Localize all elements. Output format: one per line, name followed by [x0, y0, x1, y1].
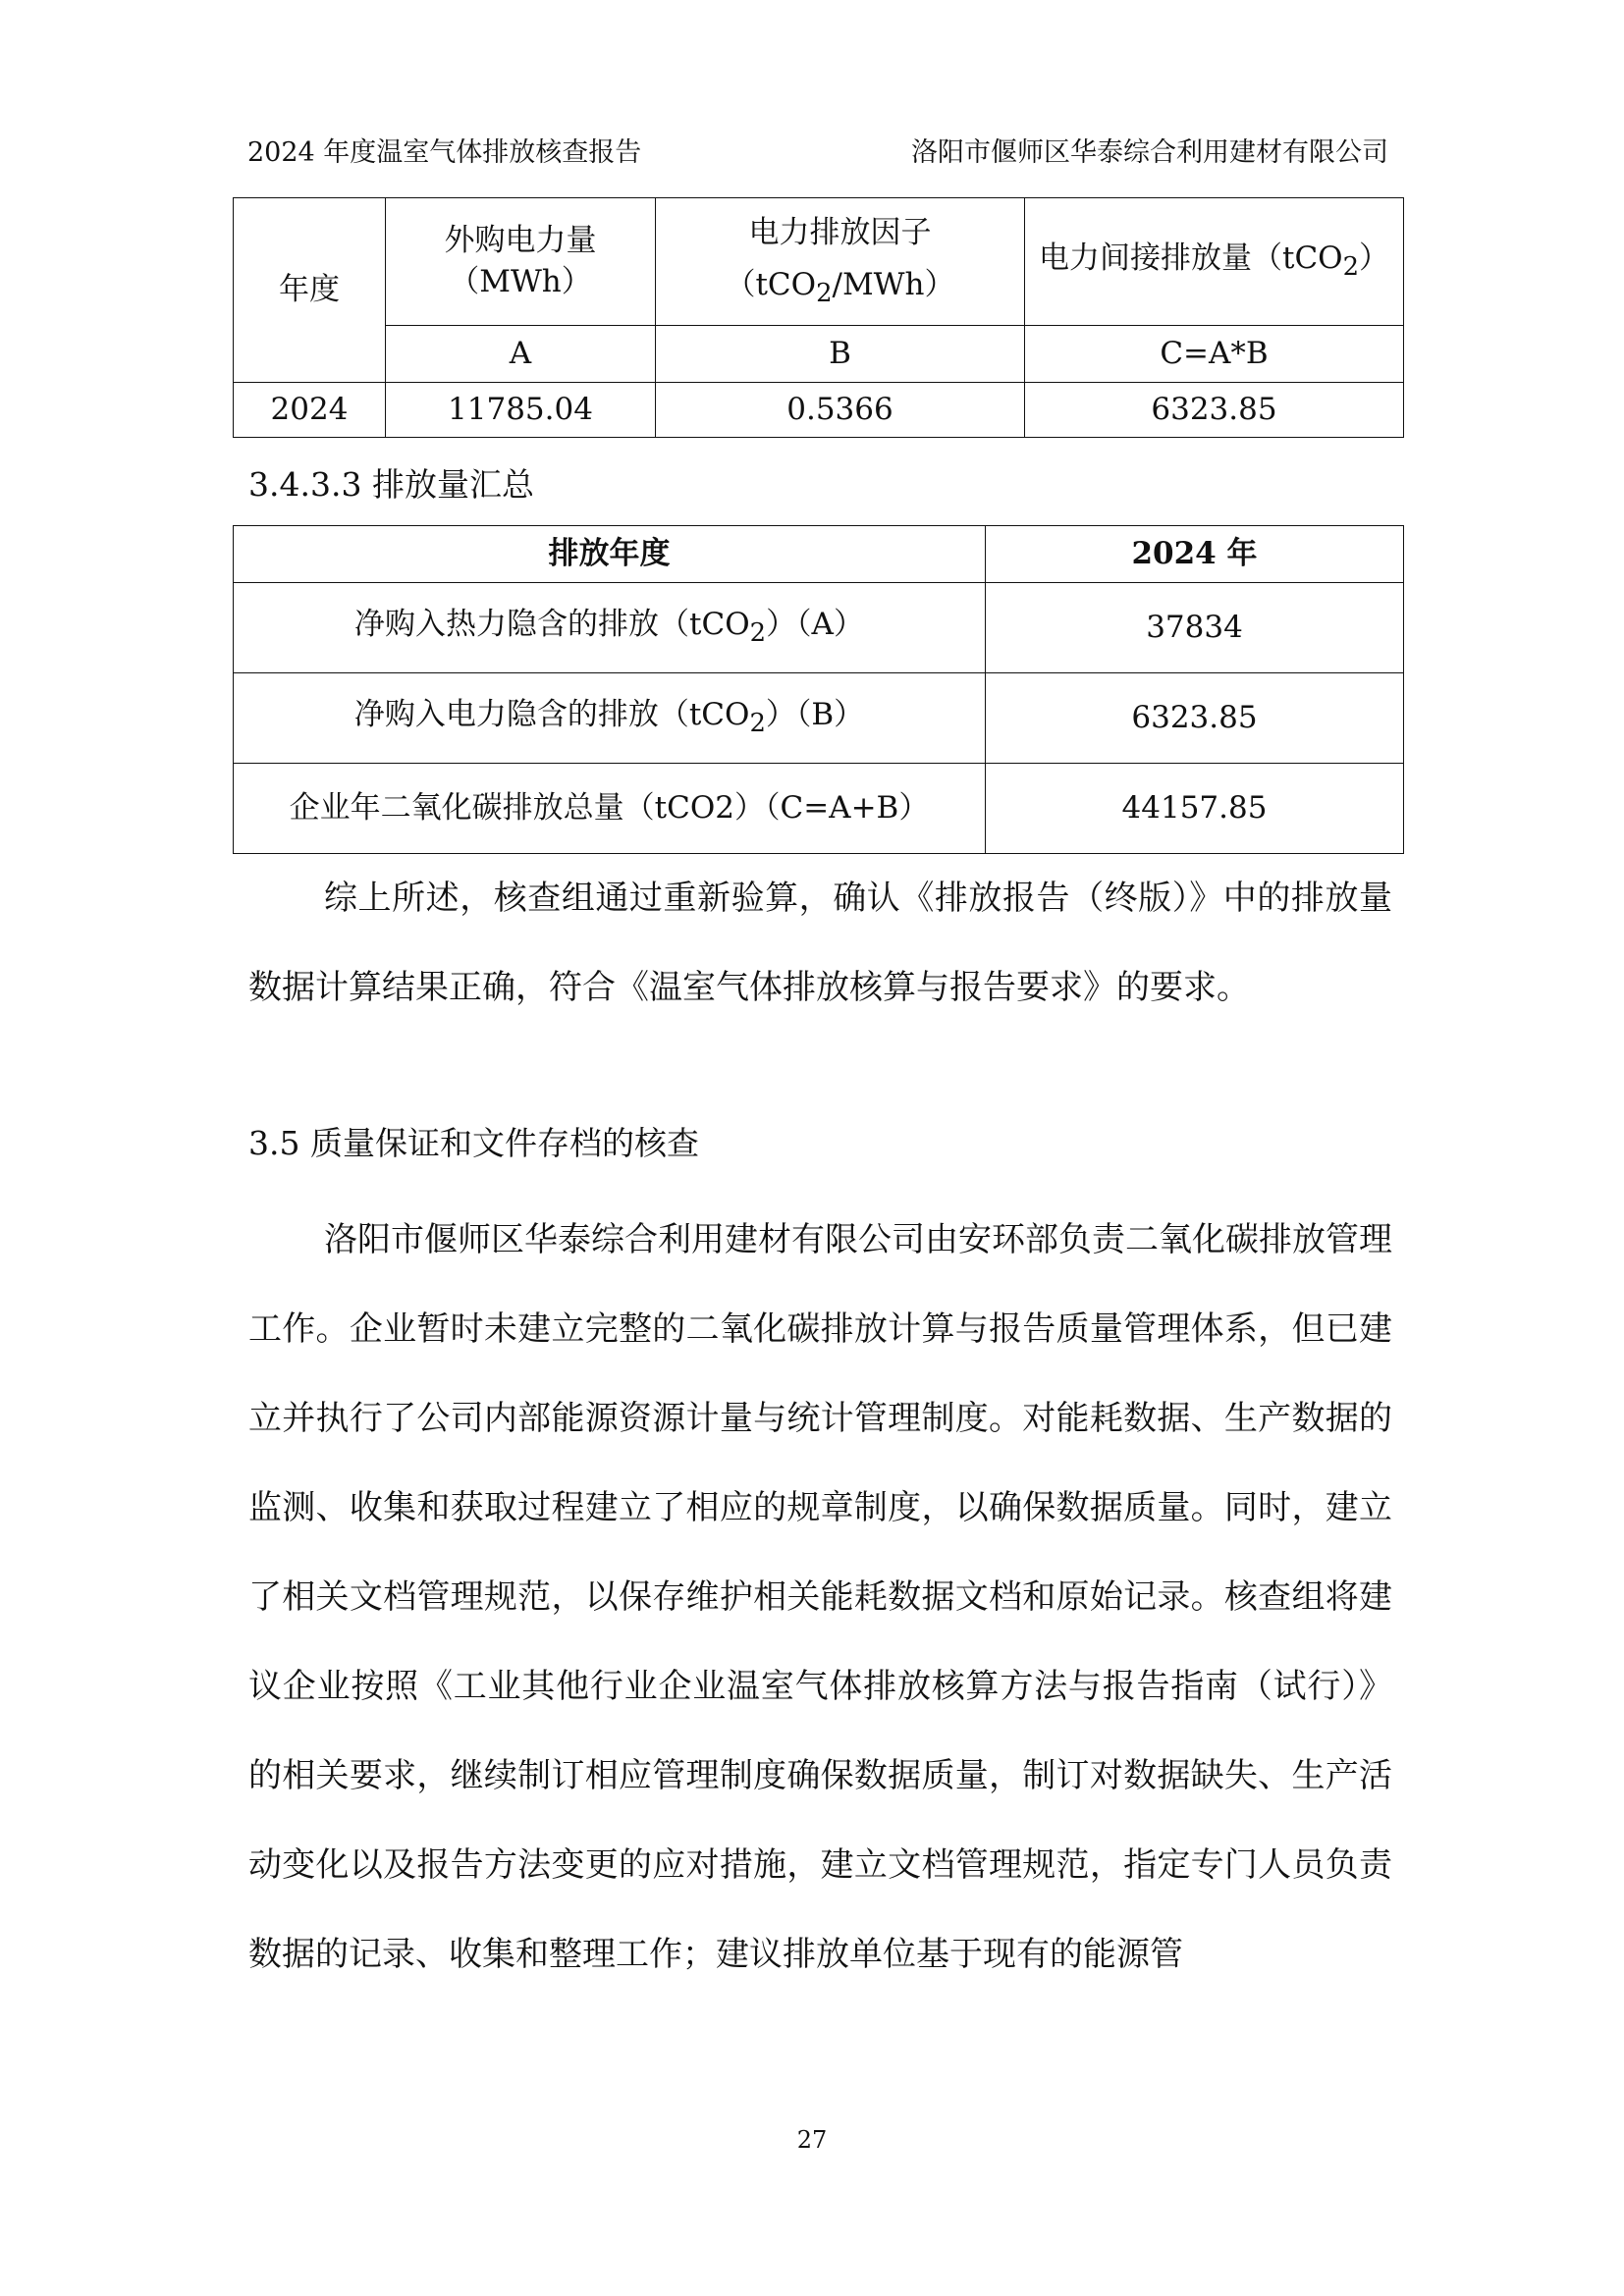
row-emission-factor-cell: 0.5366: [656, 383, 1025, 438]
summary-header-year: 2024 年: [986, 526, 1404, 583]
quality-assurance-paragraph: 洛阳市偃师区华泰综合利用建材有限公司由安环部负责二氧化碳排放管理工作。企业暂时未建立完整的二氧化碳排放计算与报告质量管理体系，但已建立并执行了公司内部能源资源计量与统计管理制度。对能耗数据、生产数据的监测、收集和获取过程建立了相应的规章制度，以确保数据质量。同时，建立了相关文档管理规范，以保存维护相关能耗数据文档和原始记录。核查组将建议企业按照《工业其他行业企业温室气体排放核算方法与报告指南（试行）》的相关要求，继续制订相应管理制度确保数据质量，制订对数据缺失、生产活动变化以及报告方法变更的应对措施，建立文档管理规范，指定专门人员负责数据的记录、收集和整理工作；建议排放单位基于现有的能源管: [248, 1220, 1392, 1974]
summary-row-label: 净购入热力隐含的排放（tCO$_2$）（A）: [234, 583, 986, 673]
table-row: [234, 583, 1404, 673]
col-year-header: 年度: [234, 198, 386, 383]
page-number: 27: [796, 2126, 828, 2154]
summary-header-label: 排放年度: [234, 526, 986, 583]
row-purchased-power-cell: 11785.04: [386, 383, 656, 438]
row-indirect-emission-cell: 6323.85: [1025, 383, 1404, 438]
symbol-c-cell: C=A*B: [1025, 326, 1404, 383]
table-row: [234, 673, 1404, 764]
summary-row-value: 44157.85: [986, 764, 1404, 854]
summary-row-label: 净购入电力隐含的排放（tCO$_2$）（B）: [234, 673, 986, 764]
col-purchased-power-header: 外购电力量 （MWh）: [386, 198, 656, 326]
col-indirect-emission-header: 电力间接排放量（tCO$_2$）: [1025, 198, 1404, 326]
section-heading-3-4-3-3: 3.4.3.3 排放量汇总: [248, 465, 534, 504]
summary-row-value: 6323.85: [986, 673, 1404, 764]
symbol-a-cell: A: [386, 326, 656, 383]
row-year-cell: 2024: [234, 383, 386, 438]
electricity-emission-table: [233, 197, 1404, 438]
table-row: [234, 383, 1404, 438]
summary-row-value: 37834: [986, 583, 1404, 673]
header-company-name: 洛阳市偃师区华泰综合利用建材有限公司: [911, 137, 1388, 168]
emission-summary-table: [233, 525, 1404, 854]
col-emission-factor-header: 电力排放因子 （tCO$_2$/MWh）: [656, 198, 1025, 326]
table-row: [234, 764, 1404, 854]
conclusion-paragraph: 综上所述，核查组通过重新验算，确认《排放报告（终版）》中的排放量数据计算结果正确，符合《温室气体排放核算与报告要求》的要求。: [248, 879, 1392, 1007]
symbol-b-cell: B: [656, 326, 1025, 383]
header-report-title: 2024 年度温室气体排放核查报告: [247, 137, 642, 168]
section-heading-3-5: 3.5 质量保证和文件存档的核查: [248, 1124, 699, 1162]
page-header: [247, 130, 1388, 177]
summary-row-label: 企业年二氧化碳排放总量（tCO2）（C=A+B）: [234, 764, 986, 854]
